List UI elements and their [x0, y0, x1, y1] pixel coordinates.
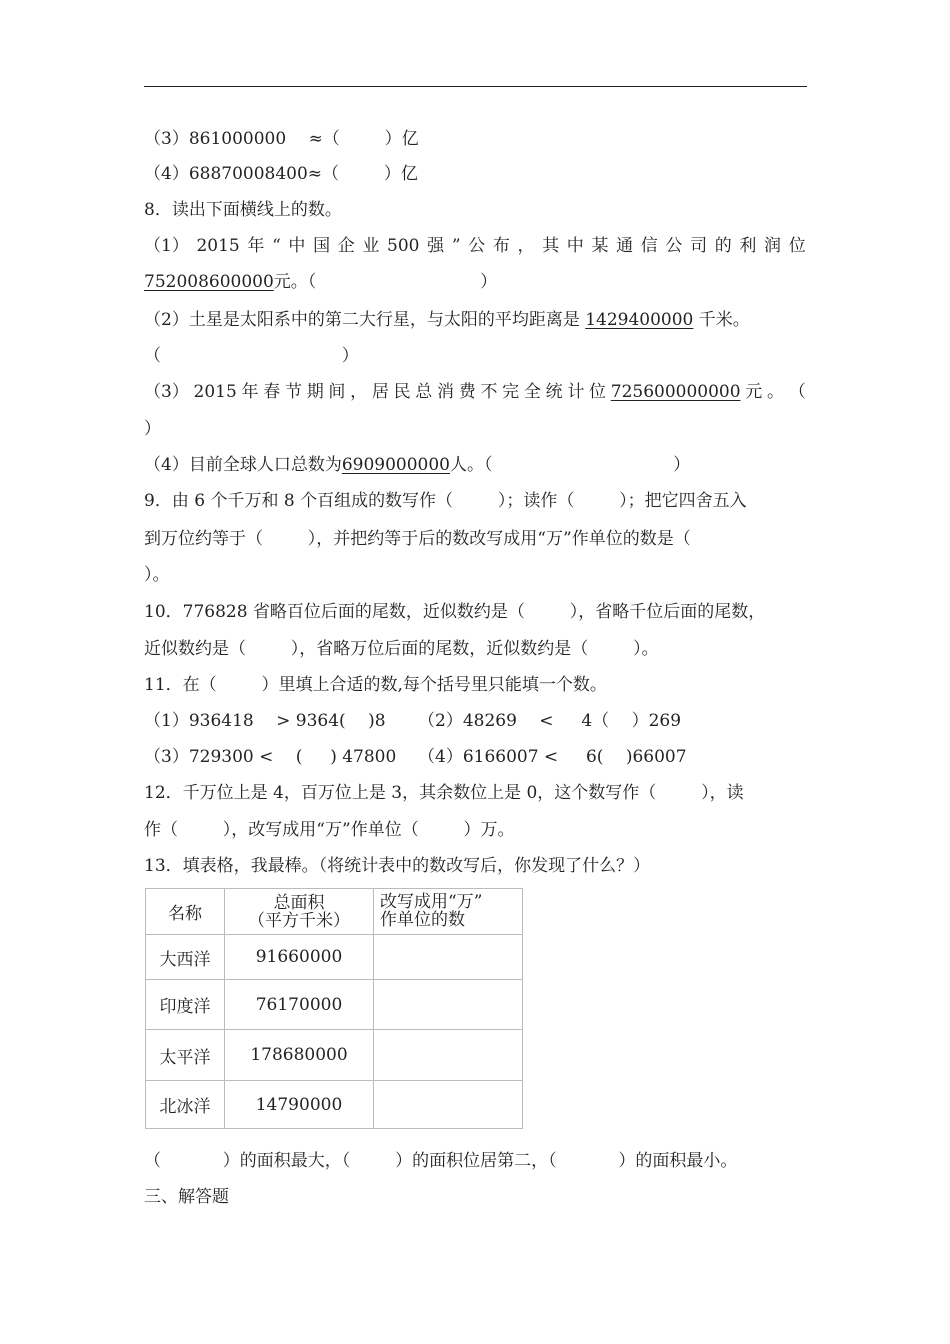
ocean-name: 太平洋 [146, 1030, 225, 1081]
q8-part1-line2 [144, 271, 497, 293]
q8-part1-token: 位 [788, 236, 806, 256]
header-name: 名称 [146, 889, 225, 935]
q11-item-1: （1）936418 > 9364( )8 [144, 711, 386, 731]
q8-part2-number: 1429400000 [585, 310, 694, 330]
ocean-name: 印度洋 [146, 980, 225, 1030]
table-row [146, 1030, 523, 1081]
q8-part1-token: 司 [690, 236, 708, 256]
q8-part3-token: 消 [437, 382, 454, 402]
ocean-name: 北冰洋 [146, 1081, 225, 1129]
q13-title: 13．填表格，我最棒。（将统计表中的数改写后，你发现了什么？） [144, 856, 651, 876]
q10-line1: 10．776828 省略百位后面的尾数，近似数约是（ ），省略千位后面的尾数， [144, 602, 766, 622]
answer-cell[interactable] [374, 1081, 523, 1129]
q8-part3-token: 期 [306, 382, 324, 402]
q8-part1-token: 润 [764, 236, 782, 256]
table-row [146, 1081, 523, 1129]
q8-part1-token: 某 [591, 236, 609, 256]
q11-item-3: （3）729300 < ( ) 47800 [144, 747, 397, 767]
q8-part1-line1 [144, 235, 806, 257]
q8-title: 8．读出下面横线上的数。 [144, 200, 342, 220]
q8-part1-token: 信 [640, 236, 658, 256]
header-converted-line2: 作单位的数 [380, 910, 465, 930]
q8-part3-token: 间 [328, 382, 346, 402]
q8-part1-token: 利 [739, 236, 757, 256]
q8-part1-token: 公 [665, 236, 683, 256]
table-row [146, 935, 523, 980]
q8-part2-text: （2）土星是太阳系中的第二大行星，与太阳的平均距离是 [144, 310, 586, 330]
q8-part4-text: （4）目前全球人口总数为 [144, 455, 342, 475]
q8-part3-token: 居 [371, 382, 389, 402]
q8-part2-unit: 千米。 [693, 310, 750, 330]
q8-part4-number: 6909000000 [341, 455, 450, 475]
q8-part1-token: 国 [313, 236, 331, 256]
q8-part3-number: 725600000000 [610, 382, 741, 402]
q8-part4-answer: 人。（ ） [450, 455, 691, 475]
q8-part3-close: ） [144, 419, 161, 439]
answer-cell[interactable] [374, 1030, 523, 1081]
q8-part3-line1 [144, 381, 806, 403]
q7-item-3: （3）861000000 ≈（ ）亿 [144, 129, 419, 149]
q8-part1-token: 中 [288, 236, 306, 256]
q12-line2: 作（ ），改写成用“万”作单位（ ）万。 [144, 820, 515, 840]
q8-part4 [144, 454, 690, 476]
answer-cell[interactable] [374, 980, 523, 1030]
header-rule [144, 86, 807, 87]
header-area [225, 889, 374, 935]
q7-item-4: （4）68870008400≈（ ）亿 [144, 164, 418, 184]
q8-part3-token: 不 [480, 382, 498, 402]
q8-part3-token: （3） [144, 382, 189, 402]
q11-title: 11．在（ ）里填上合适的数,每个括号里只能填一个数。 [144, 675, 607, 695]
header-area-line2: （平方千米） [248, 910, 350, 931]
q9-line1: 9．由 6 个千万和 8 个百组成的数写作（ ）；读作（ ）；把它四舍五入 [144, 491, 747, 511]
ocean-area-table [145, 888, 523, 1129]
q12-line1: 12．千万位上是 4，百万位上是 3，其余数位上是 0，这个数写作（ ），读 [144, 783, 744, 803]
table-header-row [146, 889, 523, 935]
q8-part3-token: 民 [393, 382, 411, 402]
q8-part1-token: 公 [468, 236, 486, 256]
ocean-area: 76170000 [225, 980, 374, 1030]
table-row [146, 980, 523, 1030]
q11-item-2: （2）48269 < 4（ ）269 [418, 711, 682, 731]
q9-line2: 到万位约等于（ ），并把约等于后的数改写成用“万”作单位的数是（ [144, 529, 691, 549]
q8-part3-token: 2015 [193, 382, 237, 402]
answer-cell[interactable] [374, 935, 523, 980]
q8-part3-token: （ [788, 382, 806, 402]
q8-part3-token: 春 [263, 382, 281, 402]
header-converted-line1: 改写成用“万” [380, 892, 483, 912]
header-area-line1: 总面积 [273, 892, 325, 913]
q8-part3-token: ， [350, 382, 368, 402]
q8-part3-token: 元 [745, 382, 763, 402]
q8-part1-token: （1） [144, 236, 189, 256]
q8-part1-token: 企 [337, 236, 355, 256]
q8-part3-token: 费 [458, 382, 476, 402]
q8-part1-token: 布 [492, 236, 510, 256]
q8-part1-answer: 元。（ ） [273, 272, 498, 292]
q8-part3-token: 节 [284, 382, 302, 402]
q8-part1-token: ， [517, 236, 535, 256]
q8-part1-token: 业 [362, 236, 380, 256]
q8-part1-number: 752008600000 [144, 272, 274, 292]
q8-part3-token: 年 [241, 382, 259, 402]
ocean-area: 14790000 [225, 1081, 374, 1129]
q8-part1-token: 的 [714, 236, 732, 256]
q8-part1-token: ” [451, 236, 461, 256]
q10-line2: 近似数约是（ ），省略万位后面的尾数，近似数约是（ ）。 [144, 639, 659, 659]
q8-part1-token: 500 [387, 236, 420, 256]
q8-part2-line1 [144, 309, 750, 331]
q8-part3-token: 。 [766, 382, 784, 402]
q8-part3-token: 全 [523, 382, 541, 402]
q8-part1-token: “ [272, 236, 281, 256]
q8-part1-token: 其 [542, 236, 560, 256]
q8-part1-token: 年 [247, 236, 265, 256]
q8-part3-token: 完 [502, 382, 520, 402]
q8-part3-token: 统 [545, 382, 563, 402]
q8-part1-token: 通 [616, 236, 634, 256]
q8-part1-token: 2015 [196, 236, 240, 256]
ocean-area: 178680000 [225, 1030, 374, 1081]
q8-part3-token: 计 [567, 382, 585, 402]
section-heading: 三、解答题 [144, 1187, 229, 1207]
q9-line3: ）。 [144, 565, 170, 585]
q8-part3-token: 总 [415, 382, 433, 402]
q13-conclusion: （ ）的面积最大，（ ）的面积位居第二，（ ）的面积最小。 [144, 1151, 738, 1171]
q8-part2-answer: （ ） [144, 346, 359, 366]
ocean-area: 91660000 [225, 935, 374, 980]
q8-part3-token: 位 [589, 382, 607, 402]
ocean-name: 大西洋 [146, 935, 225, 980]
header-converted [374, 889, 523, 935]
q8-part1-token: 强 [427, 236, 445, 256]
q11-item-4: （4）6166007 < 6( )66007 [418, 747, 687, 767]
q8-part1-token: 中 [566, 236, 584, 256]
